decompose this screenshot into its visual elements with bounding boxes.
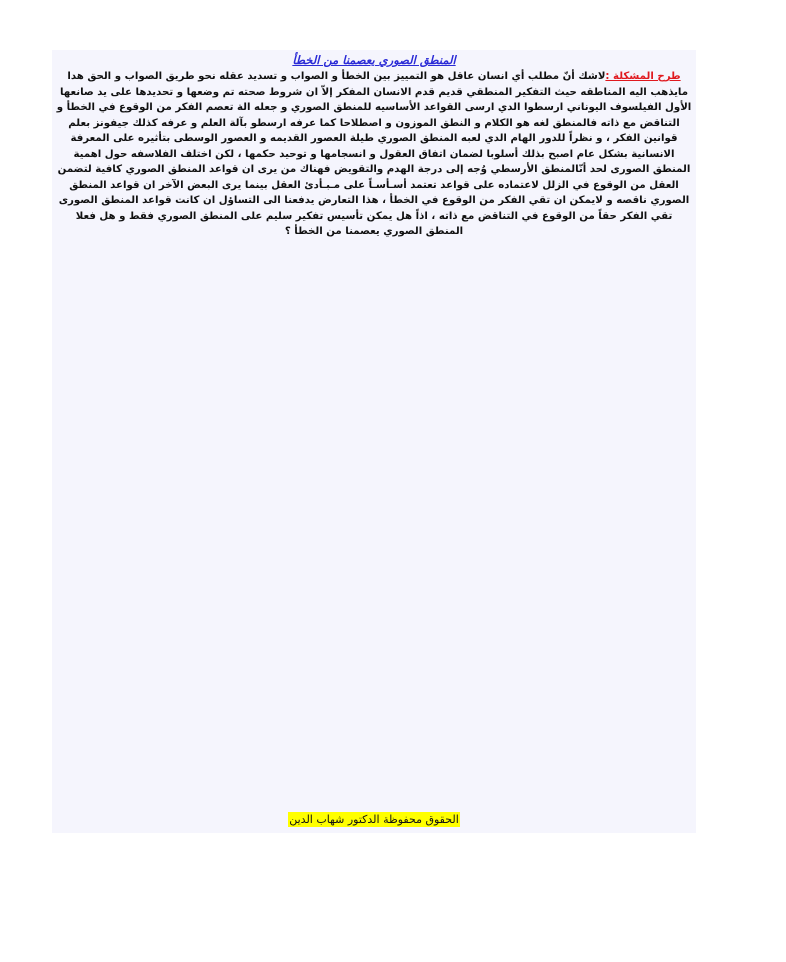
copyright-text: الحقوق محفوظة الدكتور شهاب الدين: [289, 813, 459, 826]
problem-statement-label: طرح المشكلة :: [605, 71, 681, 82]
problem-statement-text: لاشك أنّ مطلب أي انسان عاقل هو التمييز بين الخطأ و الصواب و تسديد عقله نحو طريق الصواب و الحق هدا مايذهب اليه المناطقه حيث التفكير المنطقي قديم قدم الانسان المفكر إلاّ ان شروط صحته تم وضعها و تحديدها على يد صانعها الأول الفيلسوف اليوناني ارسطوا الدي ارسى القواعد الأساسيه للمنطق الصوري و جعله الة تعصم الفكر من الوقوع في الخطأ و التناقض مع ذاته فالمنطق لغه هو الكلام و النطق الموزون و اصطلاحا كما عرفه ارسطو بآلة العلم و عرفه كذلك جيفونز بعلم قوانين الفكر ، و نظراً للدور الهام الدي لعبه المنطق الصوري طيلة العصور القديمه و العصور الوسطى بتأثيره على المعرفة الانسانية بشكل عام اصبح بذلك أسلوبا لضمان اتفاق العقول و انسجامها و توحيد حكمها ، لكن اختلف الفلاسفه حول اهمية المنطق الصورى لحد أنّالمنطق الأرسطي وُجه إلى درجة الهدم والتقويض فهناك من يرى ان قواعد المنطق الصوري كافية لتضمن العقل من الوقوع في الزلل لاعتماده على قواعد تعتمد أسـأسـاً على مـبـأدئ العقل بينما يرى البعض الآخر ان قواعد المنطق الصوري ناقصه و لايمكن ان تقي الفكر من الوقوع في الخطأ ، هذا التعارض يدفعنا الى التساؤل ان كانت قواعد المنطق الصورى تقي الفكر حقاً من الوقوع في التناقض مع ذاته ، اذاً هل يمكن تأسيس تفكير سليم على المنطق الصوري فقط و هل فعلا المنطق الصوري يعصمنا من الخطأ ؟: [56, 71, 692, 237]
footer-copyright: [52, 810, 696, 828]
document-body: [56, 69, 692, 240]
document-panel: [52, 50, 696, 833]
document-title: المنطق الصوري يعصمنا من الخطأ: [292, 53, 456, 67]
